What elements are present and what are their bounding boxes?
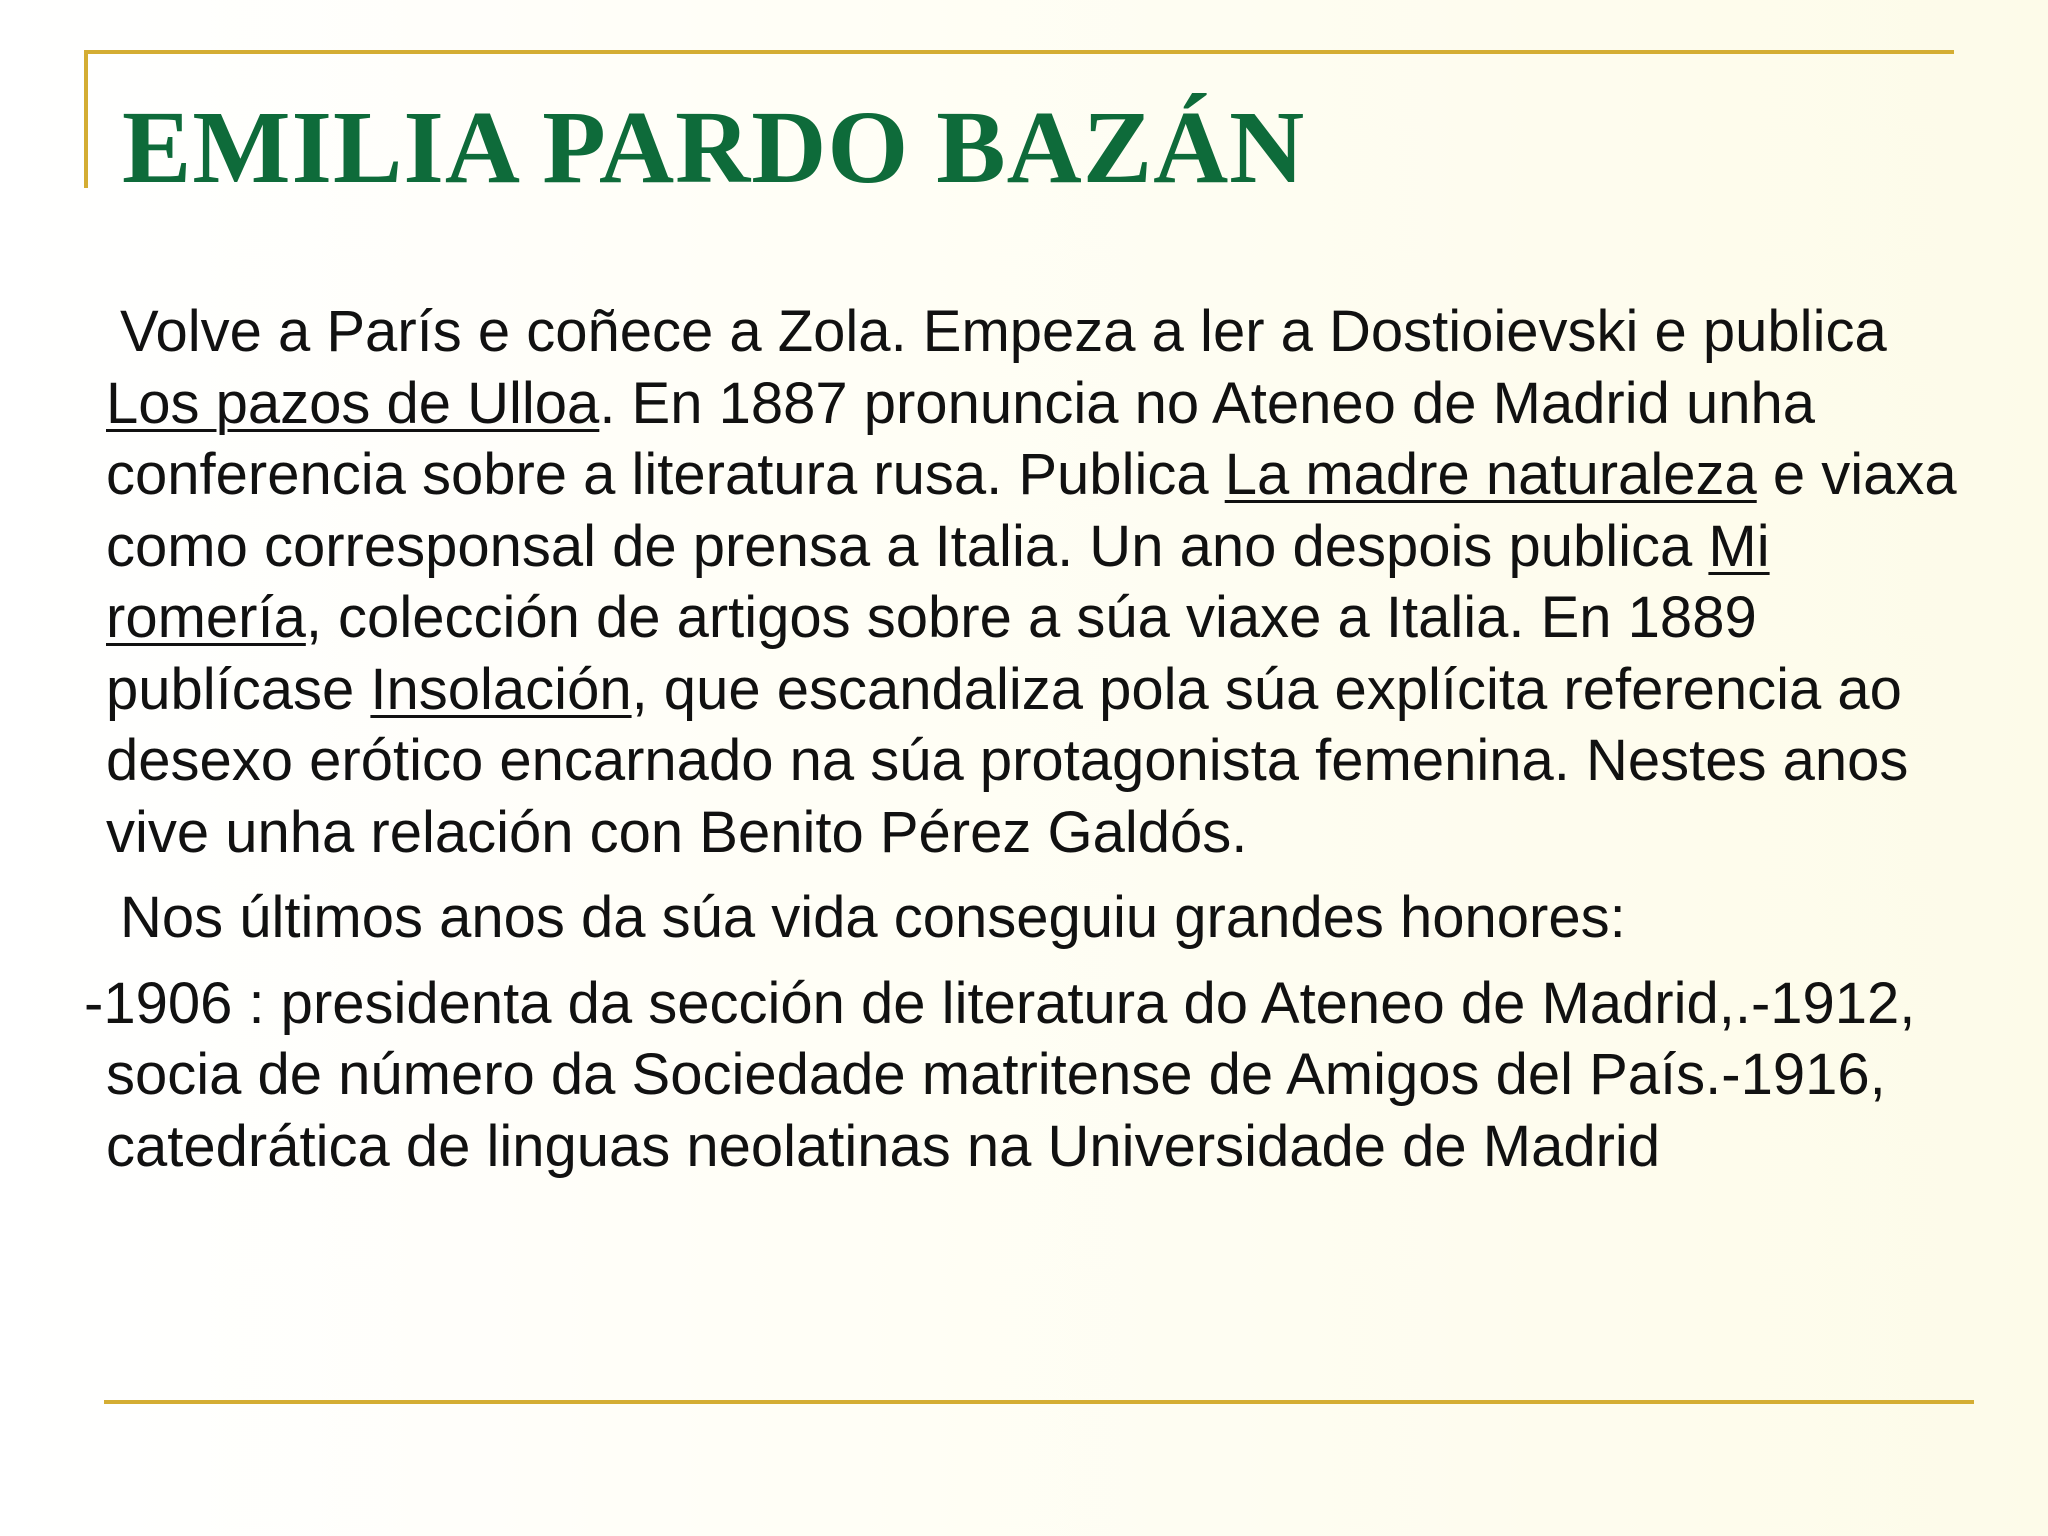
work-title-la-madre-naturaleza: La madre naturaleza bbox=[1224, 442, 1757, 507]
paragraph-biography bbox=[106, 296, 1996, 868]
work-title-insolacion: Insolación bbox=[370, 656, 632, 722]
bottom-rule bbox=[104, 1400, 1974, 1404]
slide-body bbox=[84, 296, 1996, 1182]
work-title-los-pazos-de-ulloa: Los pazos de Ulloa bbox=[106, 370, 600, 436]
text-segment: , colección de artigos sobre a súa viaxe a Italia. En 1889 publícase bbox=[106, 585, 1757, 722]
left-rule bbox=[84, 50, 88, 188]
paragraph-honors-list: -1906 : presidenta da sección de literatura do Ateneo de Madrid,.-1912, socia de número da Sociedade matritense de Amigos del País.-1916, catedrática de linguas neolatinas na Universidade de Madrid bbox=[84, 970, 1916, 1179]
text-segment: . En 1887 pronuncia no Ateneo de Madrid unha conferencia sobre a literatura rusa. Publica bbox=[106, 370, 1816, 507]
text-segment: , que escandaliza pola súa explícita referencia ao desexo erótico encarnado na súa protagonista femenina. Nestes anos vive unha relación con Benito Pérez Galdós. bbox=[106, 656, 1909, 865]
text-segment: Volve a París e coñece a Zola. Empeza a ler a Dostioievski e publica bbox=[120, 299, 1887, 364]
work-title-mi-romeria: Mi romería bbox=[106, 513, 1770, 650]
top-rule bbox=[84, 50, 1954, 54]
paragraph-honors-intro: Nos últimos anos da súa vida conseguiu grandes honores: bbox=[120, 885, 1626, 950]
text-segment: e viaxa como corresponsal de prensa a Italia. Un ano despois publica bbox=[106, 442, 1957, 579]
slide-title: EMILIA PARDO BAZÁN bbox=[122, 90, 1306, 205]
